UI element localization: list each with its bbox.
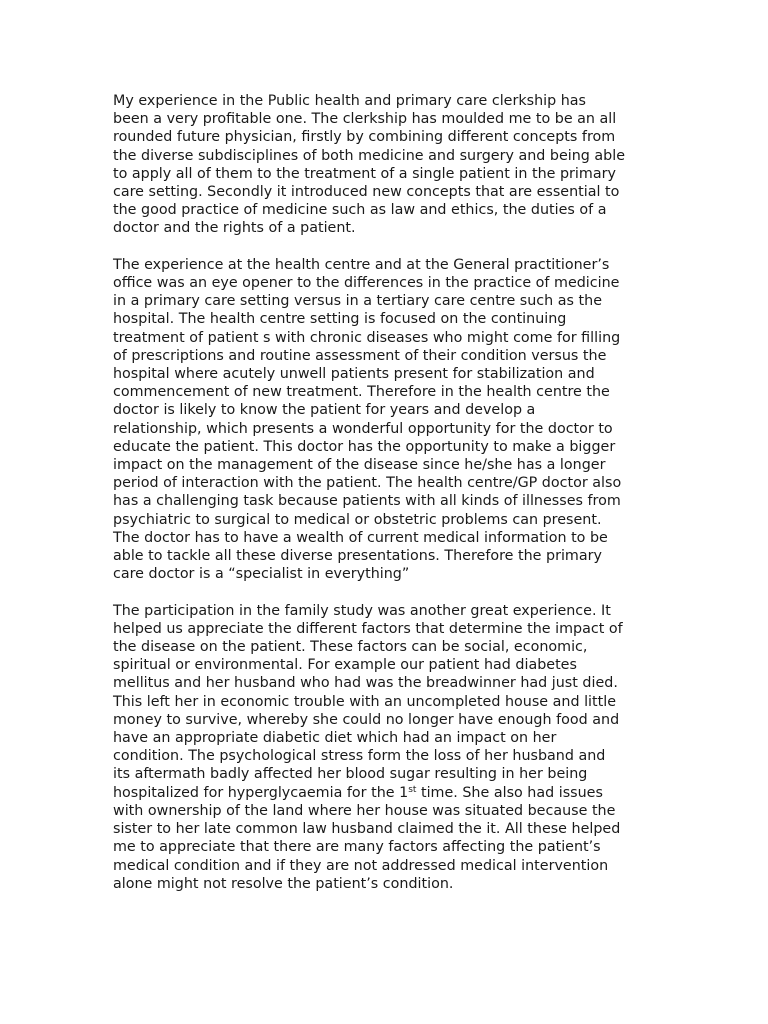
text-line: hospital where acutely unwell patients present for stabilization and <box>113 366 595 383</box>
text-line: educate the patient. This doctor has the opportunity to make a bigger <box>113 438 616 455</box>
paragraph-health-centre <box>113 256 658 584</box>
text-line: condition. The psychological stress form the loss of her husband and <box>113 748 606 765</box>
text-line: the good practice of medicine such as law and ethics, the duties of a <box>113 202 607 219</box>
text-line: medical condition and if they are not addressed medical intervention <box>113 857 609 874</box>
document-body <box>113 92 658 911</box>
text-line: mellitus and her husband who had was the breadwinner had just died. <box>113 675 618 692</box>
text-line: period of interaction with the patient. The health centre/GP doctor also <box>113 475 622 492</box>
text-line: commencement of new treatment. Therefore in the health centre the <box>113 384 610 401</box>
text-line: the diverse subdisciplines of both medicine and surgery and being able <box>113 147 626 164</box>
text-line: sister to her late common law husband claimed the it. All these helped <box>113 821 621 838</box>
text-line: The participation in the family study was another great experience. It <box>113 602 611 619</box>
text-line: money to survive, whereby she could no longer have enough food and <box>113 711 620 728</box>
text-line: of prescriptions and routine assessment of their condition versus the <box>113 347 607 364</box>
text-line: The experience at the health centre and at the General practitioner’s <box>113 256 610 273</box>
text-line: The doctor has to have a wealth of current medical information to be <box>113 529 608 546</box>
paragraph-family-study <box>113 602 658 893</box>
text-line: in a primary care setting versus in a tertiary care centre such as the <box>113 293 602 310</box>
ordinal-superscript: st <box>408 784 417 795</box>
text-line: This left her in economic trouble with an uncompleted house and little <box>113 693 616 710</box>
text-line: able to tackle all these diverse presentations. Therefore the primary <box>113 548 602 565</box>
text-line: care doctor is a “specialist in everything” <box>113 566 410 583</box>
text-line: has a challenging task because patients with all kinds of illnesses from <box>113 493 621 510</box>
paragraph-clerkship-experience <box>113 92 658 238</box>
text-line: been a very profitable one. The clerkship has moulded me to be an all <box>113 111 617 128</box>
text-line: psychiatric to surgical to medical or obstetric problems can present. <box>113 511 602 528</box>
text-line: My experience in the Public health and primary care clerkship has <box>113 93 586 109</box>
text-line: spiritual or environmental. For example our patient had diabetes <box>113 657 577 674</box>
text-line: with ownership of the land where her house was situated because the <box>113 802 616 819</box>
text-line: me to appreciate that there are many factors affecting the patient’s <box>113 839 601 856</box>
text-line: its aftermath badly affected her blood sugar resulting in her being <box>113 766 588 783</box>
text-line: to apply all of them to the treatment of a single patient in the primary <box>113 165 616 182</box>
text-line: time. She also had issues <box>420 784 603 801</box>
text-line: treatment of patient s with chronic diseases who might come for filling <box>113 329 621 346</box>
text-line: hospitalized for hyperglycaemia for the 1 <box>113 784 409 801</box>
text-line: relationship, which presents a wonderful opportunity for the doctor to <box>113 420 613 437</box>
text-line: hospital. The health centre setting is focused on the continuing <box>113 311 567 328</box>
text-line: care setting. Secondly it introduced new concepts that are essential to <box>113 184 620 201</box>
text-line: helped us appreciate the different factors that determine the impact of <box>113 620 623 637</box>
text-line: have an appropriate diabetic diet which had an impact on her <box>113 730 557 747</box>
text-line: doctor is likely to know the patient for years and develop a <box>113 402 536 419</box>
text-line: rounded future physician, firstly by combining different concepts from <box>113 129 616 146</box>
text-line: the disease on the patient. These factors can be social, economic, <box>113 639 588 656</box>
text-line: alone might not resolve the patient’s condition. <box>113 875 454 892</box>
text-line: impact on the management of the disease since he/she has a longer <box>113 457 606 474</box>
text-line: doctor and the rights of a patient. <box>113 220 356 237</box>
text-line: office was an eye opener to the differences in the practice of medicine <box>113 275 620 292</box>
